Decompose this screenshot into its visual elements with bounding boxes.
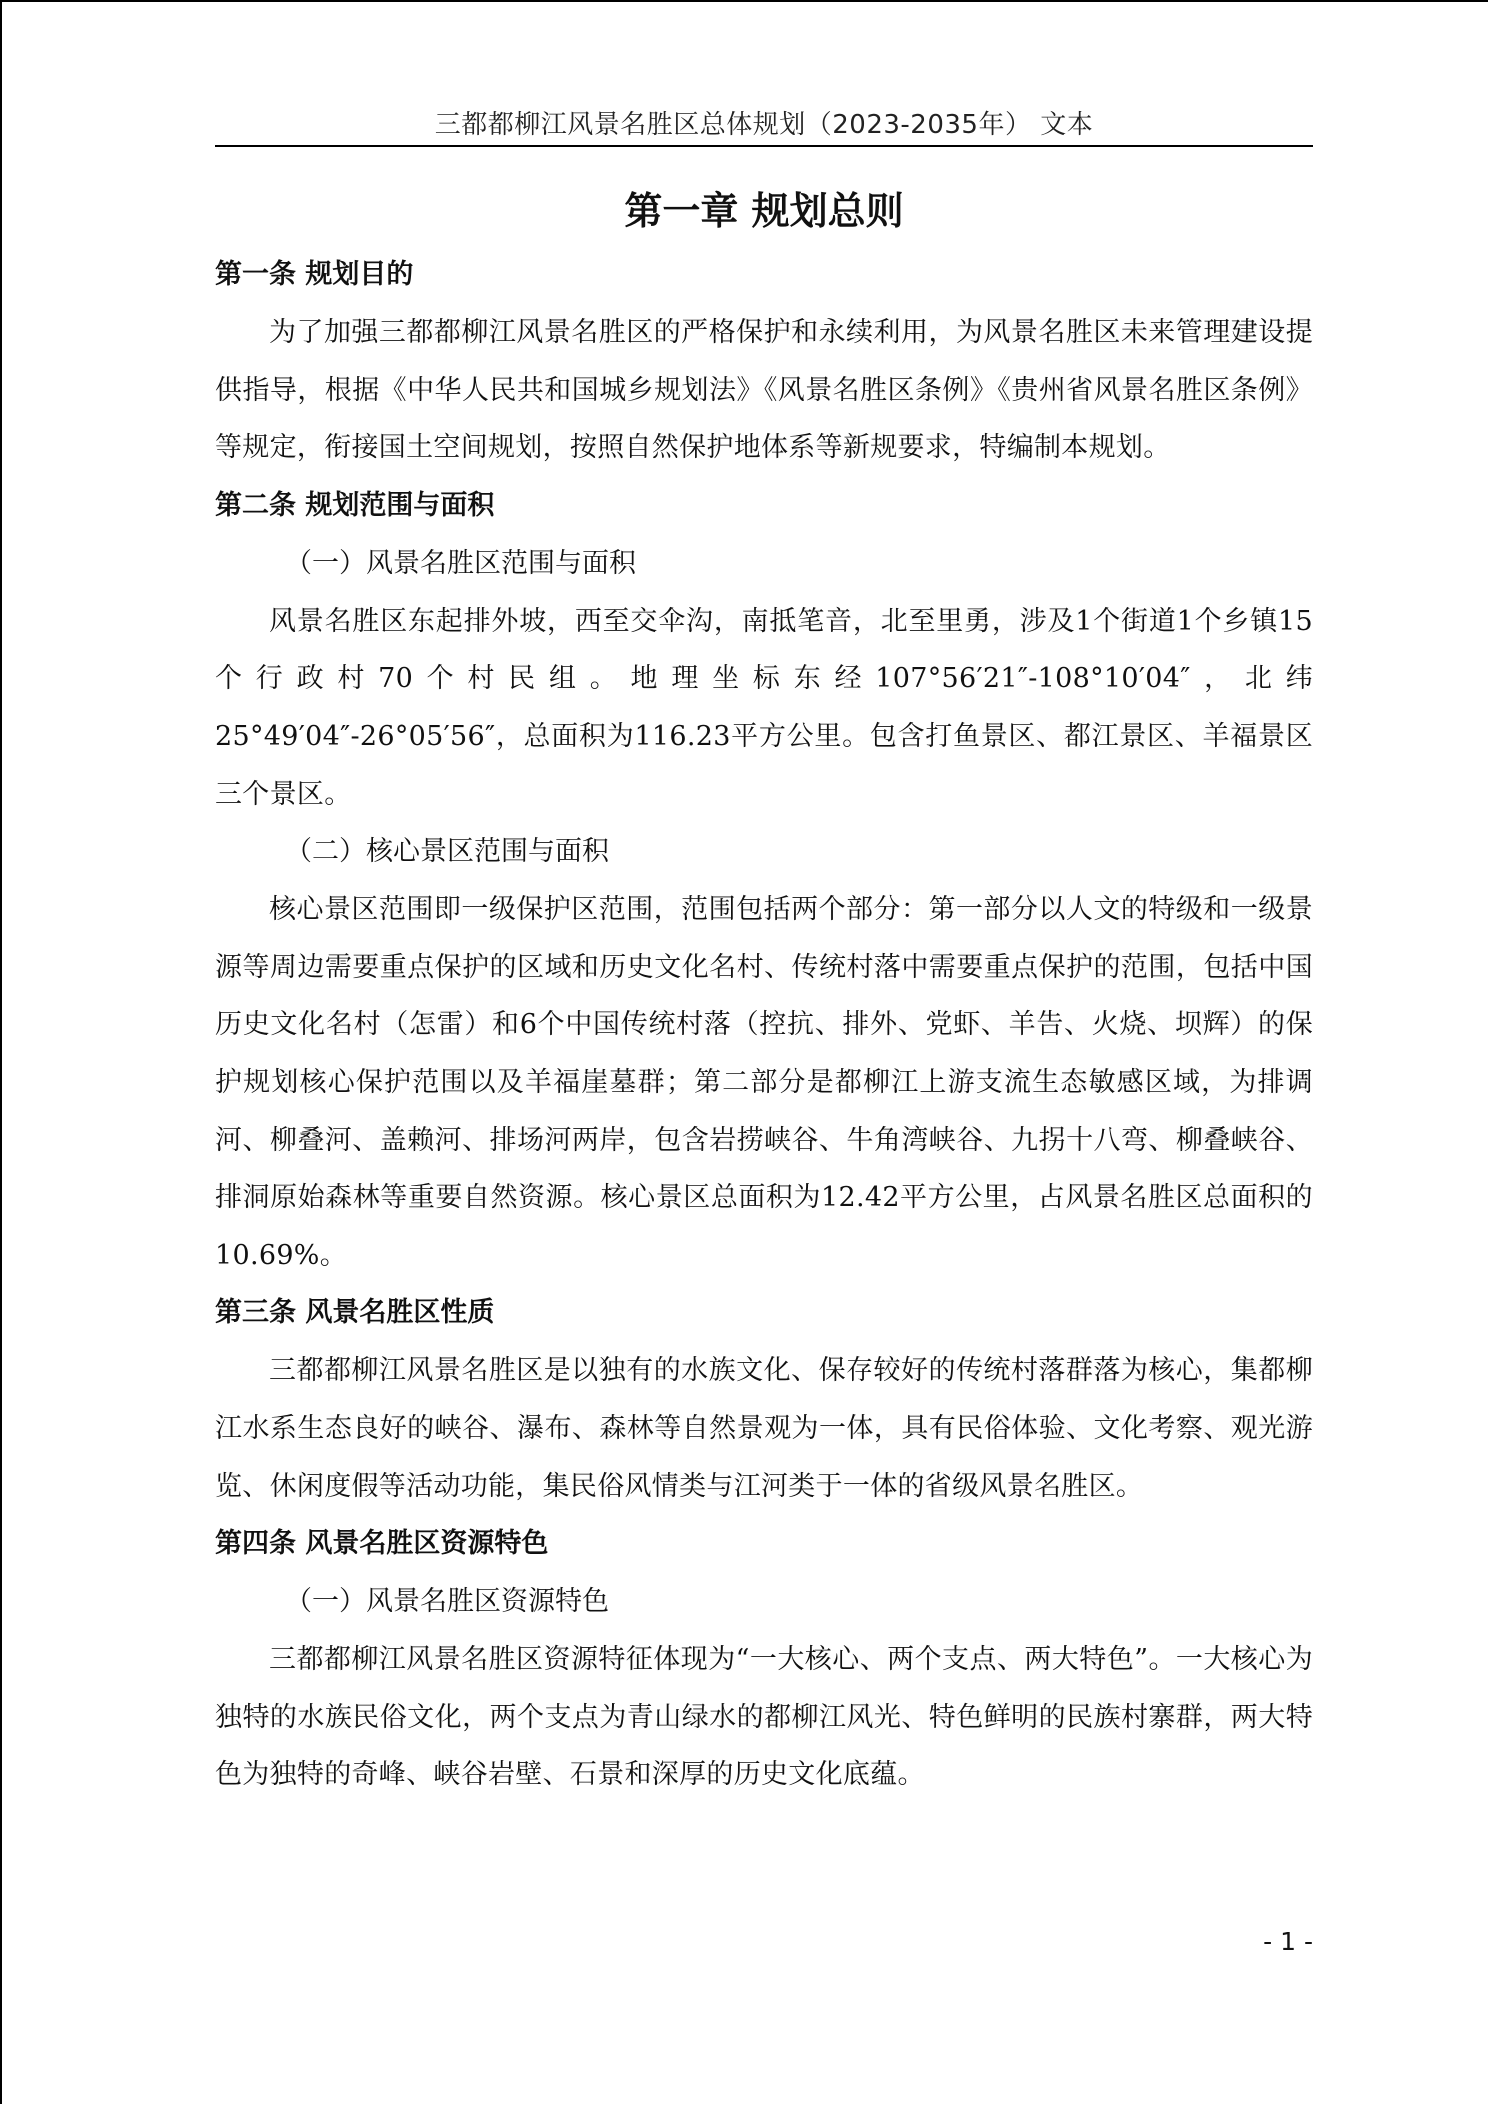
article-1: [215, 246, 1313, 477]
subsection-heading: （一）风景名胜区资源特色: [285, 1586, 609, 1618]
paragraph: 核心景区范围即一级保护区范围，范围包括两个部分：第一部分以人文的特级和一级景源等周边需要重点保护的区域和历史文化名村、传统村落中需要重点保护的范围，包括中国历史文化名村（怎雷）和6个中国传统村落（控抗、排外、党虾、羊告、火烧、坝辉）的保护规划核心保护范围以及羊福崖墓群；第二部分是都柳江上游支流生态敏感区域，为排调河、柳叠河、盖赖河、排场河两岸，包含岩捞峡谷、牛角湾峡谷、九拐十八弯、柳叠峡谷、排洞原始森林等重要自然资源。核心景区总面积为12.42平方公里，占风景名胜区总面积的10.69%。: [215, 894, 1313, 1271]
chapter-title: 第一章 规划总则: [624, 189, 904, 233]
paragraph: 风景名胜区东起排外坡，西至交伞沟，南抵笔音，北至里勇，涉及1个街道1个乡镇15个行政村70个村民组。地理坐标东经107°56′21″-108°10′04″，北纬25°49′04″-26°05′56″，总面积为116.23平方公里。包含打鱼景区、都江景区、羊福景区三个景区。: [215, 605, 1313, 810]
running-header: 三都都柳江风景名胜区总体规划（2023-2035年） 文本: [434, 110, 1094, 140]
header-divider: [215, 145, 1313, 147]
article-title: 第四条 风景名胜区资源特色: [215, 1528, 549, 1560]
paragraph: 三都都柳江风景名胜区是以独有的水族文化、保存较好的传统村落群落为核心，集都柳江水系生态良好的峡谷、瀑布、森林等自然景观为一体，具有民俗体验、文化考察、观光游览、休闲度假等活动功能，集民俗风情类与江河类于一体的省级风景名胜区。: [215, 1355, 1313, 1502]
subsection-heading: （二）核心景区范围与面积: [285, 836, 609, 868]
article-2: [215, 477, 1313, 1285]
article-title: 第三条 风景名胜区性质: [215, 1297, 495, 1329]
paragraph: 三都都柳江风景名胜区资源特征体现为“一大核心、两个支点、两大特色”。一大核心为独特的水族民俗文化，两个支点为青山绿水的都柳江风光、特色鲜明的民族村寨群，两大特色为独特的奇峰、峡谷岩壁、石景和深厚的历史文化底蕴。: [215, 1644, 1313, 1791]
paragraph: 为了加强三都都柳江风景名胜区的严格保护和永续利用，为风景名胜区未来管理建设提供指导，根据《中华人民共和国城乡规划法》《风景名胜区条例》《贵州省风景名胜区条例》等规定，衔接国土空间规划，按照自然保护地体系等新规要求，特编制本规划。: [215, 317, 1313, 464]
document-body: [215, 178, 1313, 1804]
article-title: 第一条 规划目的: [215, 259, 414, 290]
article-3: [215, 1284, 1313, 1515]
article-4: [215, 1515, 1313, 1804]
article-title: 第二条 规划范围与面积: [215, 489, 495, 521]
subsection-heading: （一）风景名胜区范围与面积: [285, 547, 636, 579]
page-number: - 1 -: [1263, 1927, 1313, 1956]
